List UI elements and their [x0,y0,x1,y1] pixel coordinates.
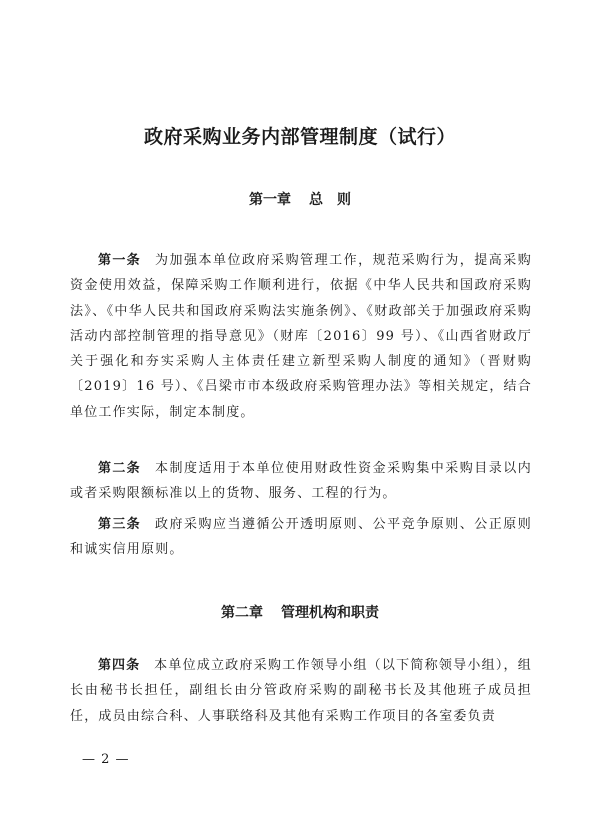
chapter-2-heading [0,602,600,622]
chapter-2-number: 第二章 [221,605,263,621]
article-1-text: 为加强本单位政府采购管理工作，规范采购行为，提高采购资金使用效益，保障采购工作顺利进行，依据《中华人民共和国政府采购法》、《中华人民共和国政府采购法实施条例》、《财政部关于加强政府采购活动内部控制管理的指导意见》（财库〔2016〕99 号）、《山西省财政厅关于强化和夯实采购人主体责任建立新型采购人制度的通知》（晋财购〔2019〕16 号）、《吕梁市市本级政府采购管理办法》等相关规定，结合单位工作实际，制定本制度。 [70,253,532,420]
chapter-1-number: 第一章 [249,192,291,208]
article-2 [70,456,532,507]
article-2-text: 本制度适用于本单位使用财政性资金采购集中采购目录以内或者采购限额标准以上的货物、服务、工程的行为。 [70,461,532,502]
chapter-2-name: 管理机构和职责 [281,605,379,621]
article-4-label: 第四条 [98,658,141,673]
chapter-1-name: 总 则 [309,192,351,208]
article-4-text: 本单位成立政府采购工作领导小组（以下简称领导小组），组长由秘书长担任，副组长由分管政府采购的副秘书长及其他班子成员担任，成员由综合科、人事联络科及其他有采购工作项目的各室委负责 [70,658,532,724]
document-title: 政府采购业务内部管理制度（试行） [143,126,456,148]
article-4 [70,653,532,729]
article-3 [70,512,532,563]
article-1-label: 第一条 [98,253,141,268]
article-3-text: 政府采购应当遵循公开透明原则、公平竞争原则、公正原则和诚实信用原则。 [70,517,532,558]
article-3-label: 第三条 [98,517,141,532]
chapter-1-heading [0,189,600,209]
page-number: — 2 — [82,752,130,767]
article-1 [70,248,532,425]
article-2-label: 第二条 [98,461,141,476]
